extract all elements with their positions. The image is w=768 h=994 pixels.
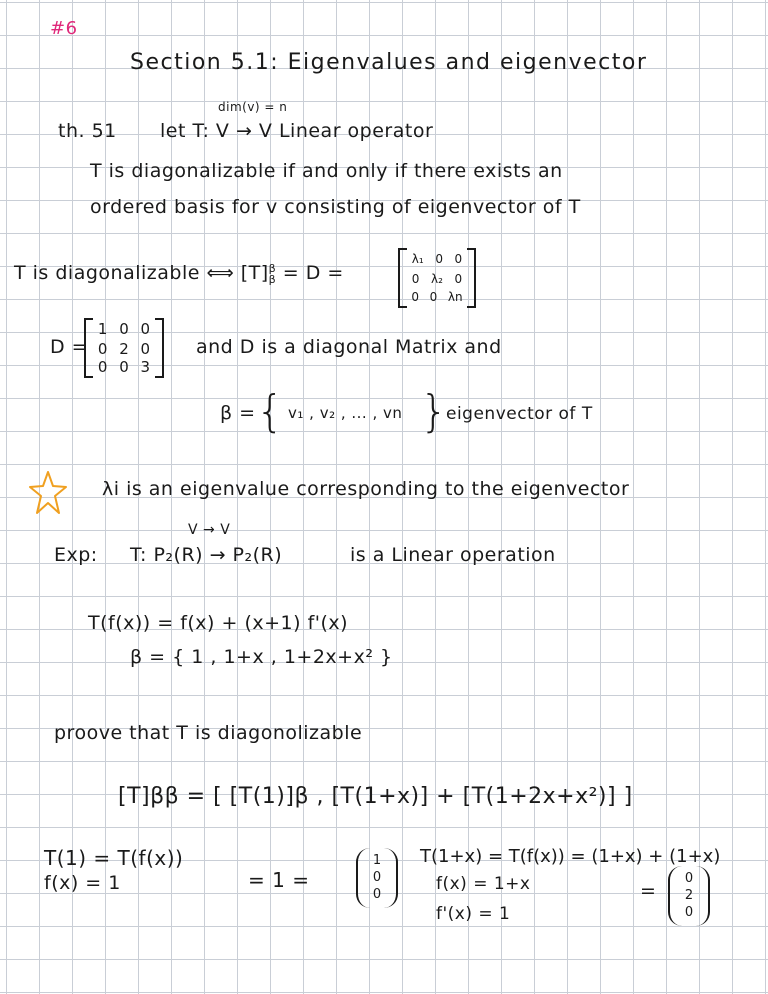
matrix-d-row: 0 2 0: [97, 340, 151, 358]
calc-right-line-2: f(x) = 1+x: [436, 874, 531, 894]
dim-note: dim(v) = n: [218, 100, 288, 114]
example-arrow-note: V → V: [188, 522, 231, 538]
basis-label: β =: [220, 402, 256, 424]
diag-equiv-label: T is diagonalizable ⟺ [T]: [14, 262, 269, 284]
diag-equiv-eq: = D =: [282, 262, 344, 284]
basis-description: eigenvector of T: [446, 404, 593, 424]
diag-equiv-sup: β: [268, 261, 277, 275]
star-icon: [28, 470, 68, 516]
example-description: is a Linear operation: [350, 544, 556, 566]
example-formula: T(f(x)) = f(x) + (x+1) f'(x): [88, 612, 349, 634]
page-number: #6: [50, 18, 78, 39]
d-description: and D is a diagonal Matrix and: [196, 336, 502, 358]
matrix-lambda-row: λ₁ 0 0: [411, 252, 463, 266]
theorem-line-3: ordered basis for v consisting of eigenvector of T: [90, 196, 581, 218]
calc-right-line-1: T(1+x) = T(f(x)) = (1+x) + (1+x): [420, 846, 721, 867]
calc-right-eq: =: [640, 880, 657, 902]
theorem-line-2: T is diagonalizable if and only if there exists an: [90, 160, 563, 182]
diag-equiv-sub: β: [268, 272, 277, 286]
theorem-label: th. 51: [58, 120, 117, 142]
theorem-statement: let T: V → V Linear operator: [160, 120, 434, 142]
matrix-lambda-row: 0 0 λn: [411, 290, 463, 304]
vector-left: 1 0 0: [356, 848, 398, 908]
vector-right: 0 2 0: [668, 866, 710, 926]
calc-right-line-3: f'(x) = 1: [436, 904, 511, 924]
eigenvalue-note: λi is an eigenvalue corresponding to the eigenvector: [102, 478, 630, 500]
matrix-lambda-row: 0 λ₂ 0: [411, 272, 463, 286]
left-brace: {: [256, 386, 285, 437]
matrix-d: [84, 318, 164, 378]
example-basis: β = { 1 , 1+x , 1+2x+x² }: [130, 646, 393, 668]
proof-prompt: proove that T is diagonolizable: [54, 722, 363, 744]
calc-left-line-1: T(1) = T(f(x)): [44, 846, 184, 870]
example-map: T: P₂(R) → P₂(R): [130, 544, 283, 566]
calc-left-line-2: f(x) = 1: [44, 872, 121, 894]
matrix-d-row: 0 0 3: [97, 358, 151, 376]
d-label: D =: [50, 336, 89, 358]
right-brace: }: [420, 386, 449, 437]
matrix-lambda: [398, 248, 476, 308]
matrix-expression: [T]ββ = [ [T(1)]β , [T(1+x)] + [T(1+2x+x²)] ]: [118, 784, 633, 809]
basis-vectors: v₁ , v₂ , ... , vn: [288, 404, 403, 422]
matrix-d-row: 1 0 0: [97, 320, 151, 338]
calc-left-eq: = 1 =: [248, 868, 310, 892]
page-title: Section 5.1: Eigenvalues and eigenvector: [130, 50, 648, 75]
diag-equiv-text: [14, 262, 344, 285]
example-label: Exp:: [54, 544, 98, 566]
